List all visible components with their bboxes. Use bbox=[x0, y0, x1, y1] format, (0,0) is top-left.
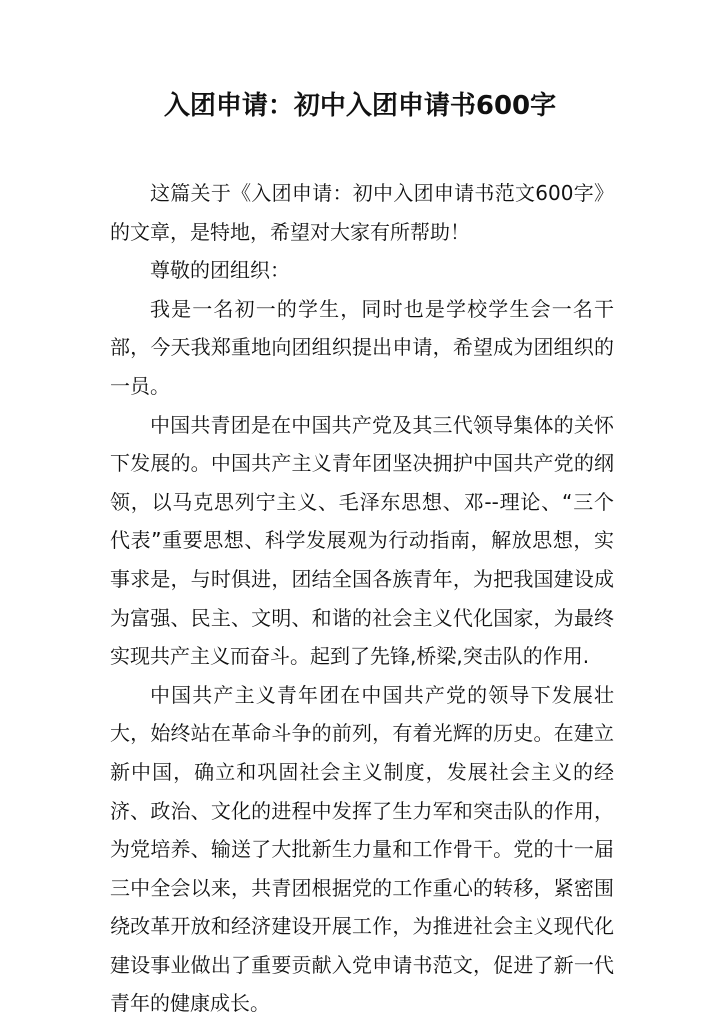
paragraph-league-history: 中国共产主义青年团在中国共产党的领导下发展壮大，始终站在革命斗争的前列，有着光辉的历史。在建立新中国，确立和巩固社会主义制度，发展社会主义的经济、政治、文化的进程中发挥了生力军和突击队的作用，为党培养、输送了大批新生力量和工作骨干。党的十一届三中全会以来，共青团根据党的工作重心的转移，紧密围绕改革开放和经济建设开展工作，为推进社会主义现代化建设事业做出了重要贡献入党申请书范文，促进了新一代青年的健康成长。 bbox=[110, 682, 614, 1016]
paragraph-salutation: 尊敬的团组织： bbox=[150, 258, 290, 283]
document-body bbox=[110, 174, 614, 1023]
document-title: 入团申请：初中入团申请书600字 bbox=[163, 91, 557, 121]
paragraph-intro: 这篇关于《入团申请：初中入团申请书范文600字》的文章，是特地，希望对大家有所帮助！ bbox=[110, 181, 614, 244]
paragraph-self-introduction: 我是一名初一的学生，同时也是学校学生会一名干部，今天我郑重地向团组织提出申请，希望成为团组织的一员。 bbox=[110, 296, 614, 398]
paragraph-league-description: 中国共青团是在中国共产党及其三代领导集体的关怀下发展的。中国共产主义青年团坚决拥护中国共产党的纲领，以马克思列宁主义、毛泽东思想、邓--理论、“三个代表”重要思想、科学发展观为行动指南，解放思想，实事求是，与时俱进，团结全国各族青年，为把我国建设成为富强、民主、文明、和谐的社会主义代化国家，为最终实现共产主义而奋斗。起到了先锋,桥梁,突击队的作用. bbox=[110, 412, 614, 669]
